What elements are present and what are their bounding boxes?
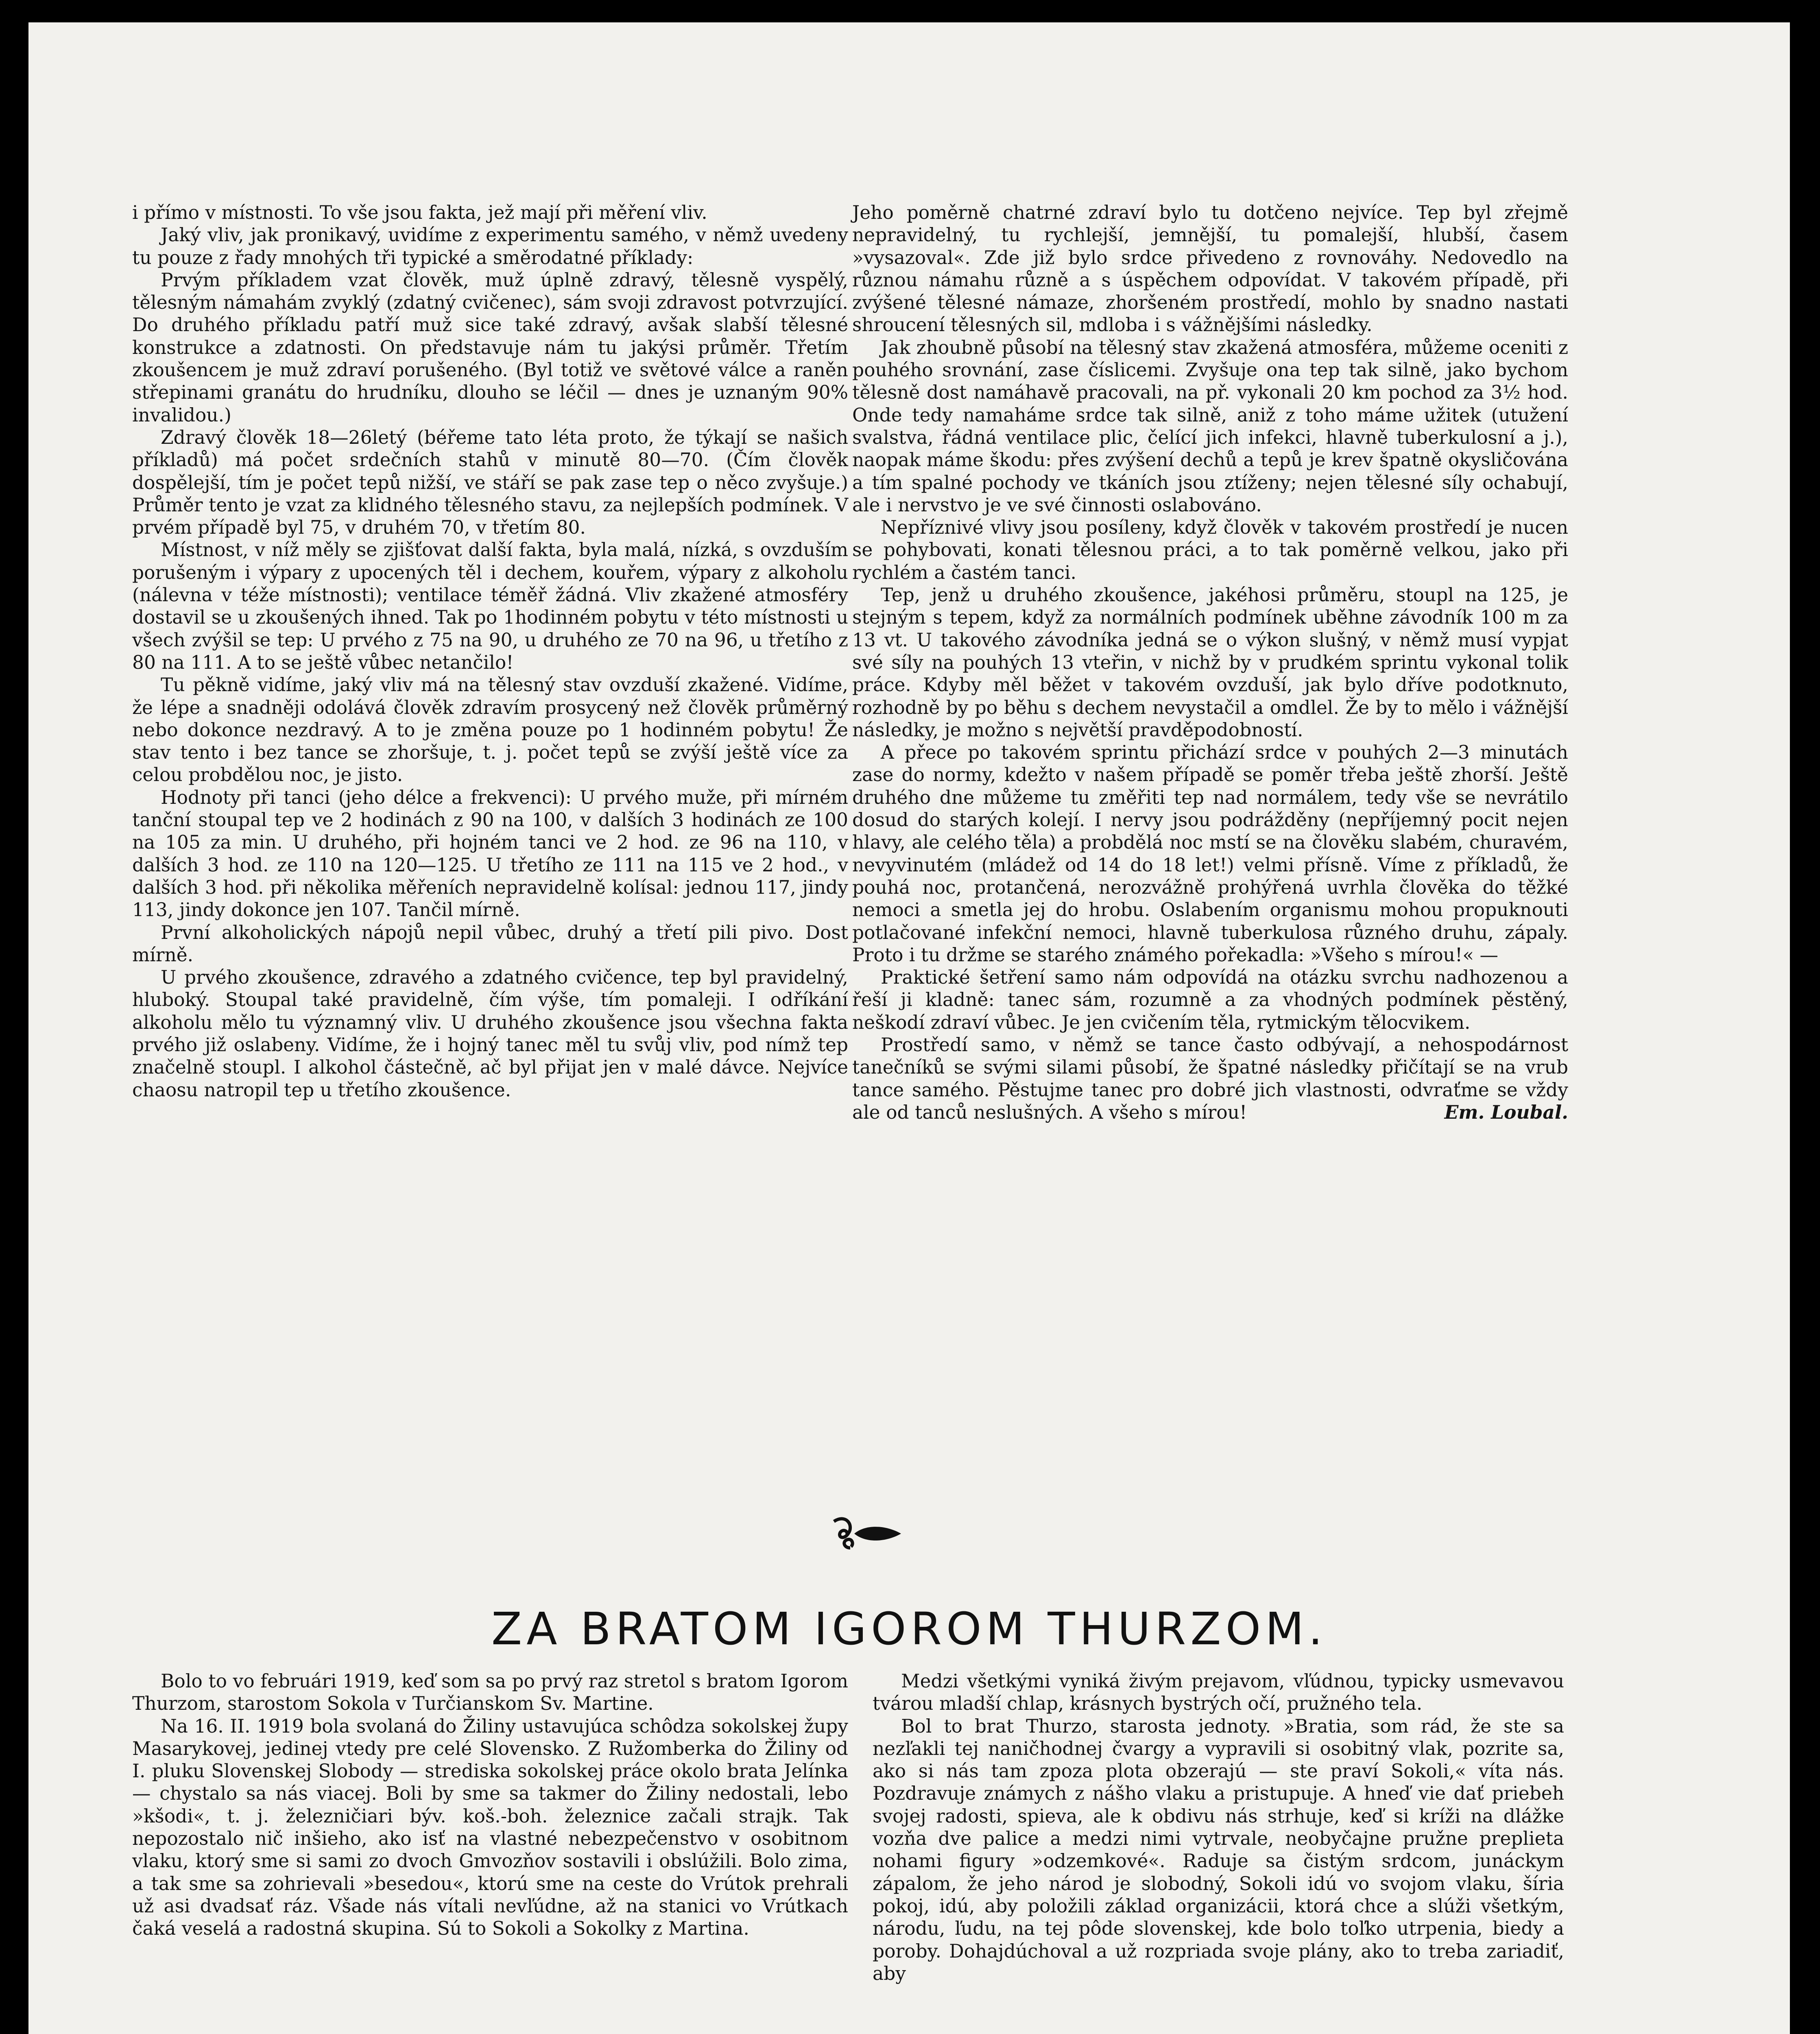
paragraph: Bolo to vo februári 1919, keď som sa po prvý raz stretol s bratom Igorom Thurzom, starostom Sokola v Turčianskom Sv. Martine.	[132, 1670, 848, 1715]
paragraph: Jaký vliv, jak pronikavý, uvidíme z experimentu samého, v němž uvedeny tu pouze z řady mnohých tři typické a směrodatné příklady:	[132, 224, 848, 268]
signature: Em. Loubal.	[1444, 1101, 1568, 1123]
paragraph-text: Prostředí samo, v němž se tance často odbývají, a nehospodárnost tanečníků se svými silami působí, že špatné následky přičítají se na vrub tance samého. Pěstujme tanec pro dobré jich vlastnosti, odvraťme se vždy ale od tanců neslušných. A všeho s mírou!	[852, 1034, 1568, 1123]
paragraph: Prvým příkladem vzat člověk, muž úplně zdravý, tělesně vyspělý, tělesným námahám zvyklý (zdatný cvičenec), sám svoji zdravost potvrzující. Do druhého příkladu patří muž sice také zdravý, avšak slabší tělesné konstrukce a zdatnosti. On představuje nám tu jakýsi průměr. Třetím zkoušencem je muž zdraví porušeného. (Byl totiž ve světové válce a raněn střepinami granátu do hrudníku, dlouho se léčil — dnes je uznaným 90% invalidou.)	[132, 269, 848, 426]
paragraph: U prvého zkoušence, zdravého a zdatného cvičence, tep byl pravidelný, hluboký. Stoupal také pravidelně, čím výše, tím pomaleji. I odříkání alkoholu mělo tu významný vliv. U druhého zkoušence jsou všechna fakta prvého již oslabeny. Vidíme, že i hojný tanec měl tu svůj vliv, pod nímž tep značelně stoupl. I alkohol částečně, ač byl přijat jen v malé dávce. Nejvíce chaosu natropil tep u třetího zkoušence.	[132, 967, 848, 1101]
paragraph	[852, 1034, 1568, 1124]
article2-title: ZA BRATOM IGOROM THURZOM.	[491, 1603, 1327, 1655]
paragraph: Jeho poměrně chatrné zdraví bylo tu dotčeno nejvíce. Tep byl zřejmě nepravidelný, tu rychlejší, jemnější, tu pomalejší, hlubší, časem »vysazoval«. Zde již bylo srdce přivedeno z rovnováhy. Nedovedlo na různou námahu různě a s úspěchem odpovídat. V takovém případě, při zvýšené tělesné námaze, zhoršeném prostředí, mohlo by snadno nastati shroucení tělesných sil, mdloba i s vážnějšími následky.	[852, 202, 1568, 336]
paragraph: Hodnoty při tanci (jeho délce a frekvenci): U prvého muže, při mírném tanční stoupal tep ve 2 hodinách z 90 na 100, v dalších 3 hodinách ze 100 na 105 za min. U druhého, při hojném tanci ve 2 hod. ze 96 na 110, v dalších 3 hod. ze 110 na 120—125. U třetího ze 111 na 115 ve 2 hod., v dalších 3 hod. při několika měřeních nepravidelně kolísal: jednou 117, jindy 113, jindy dokonce jen 107. Tančil mírně.	[132, 786, 848, 921]
paragraph: Medzi všetkými vyniká živým prejavom, vľúdnou, typicky usmevavou tvárou mladší chlap, krásnych bystrých očí, pružného tela.	[873, 1670, 1564, 1715]
article1-right-column	[852, 201, 1568, 1124]
paragraph: Tep, jenž u druhého zkoušence, jakéhosi průměru, stoupl na 125, je stejným s tepem, když za normálních podmínek uběhne závodník 100 m za 13 vt. U takového závodníka jedná se o výkon slušný, v němž musí vypjat své síly na pouhých 13 vteřin, v nichž by v prudkém sprintu vykonal tolik práce. Kdyby měl běžet v takovém ovzduší, jak bylo dříve podotknuto, rozhodně by po běhu s dechem nevystačil a omdlel. Že by to mělo i vážnější následky, je možno s největší pravděpodobností.	[852, 584, 1568, 741]
paragraph: A přece po takovém sprintu přichází srdce v pouhých 2—3 minutách zase do normy, kdežto v našem případě se poměr třeba ještě zhorší. Ještě druhého dne můžeme tu změřiti tep nad normálem, tedy vše se nevrátilo dosud do starých kolejí. I nervy jsou podrážděny (nepříjemný pocit nejen hlavy, ale celého těla) a probdělá noc mstí se na člověku slabém, churavém, nevyvinutém (mládež od 14 do 18 let!) velmi přísně. Víme z příkladů, že pouhá noc, protančená, nerozvážně prohýřená uvrhla člověka do těžké nemoci a smetla jej do hrobu. Oslabením organismu mohou propuknouti potlačované infekční nemoci, hlavně tuberkulosa různého druhu, zápaly. Proto i tu držme se starého známého pořekadla: »Všeho s mírou!« —	[852, 742, 1568, 966]
paragraph: Praktické šetření samo nám odpovídá na otázku svrchu nadhozenou a řeší ji kladně: tanec sám, rozumně a za vhodných podmínek pěstěný, neškodí zdraví vůbec. Je jen cvičením těla, rytmickým tělocvikem.	[852, 967, 1568, 1033]
paragraph: Tu pěkně vidíme, jaký vliv má na tělesný stav ovzduší zkažené. Vidíme, že lépe a snadněji odolává člověk zdravím prosycený než člověk průměrný nebo dokonce nezdravý. A to je změna pouze po 1 hodinném pobytu! Že stav tento i bez tance se zhoršuje, t. j. počet tepů se zvýší ještě více za celou probdělou noc, je jisto.	[132, 674, 848, 786]
page	[28, 22, 1790, 2034]
paragraph: Bol to brat Thurzo, starosta jednoty. »Bratia, som rád, že ste sa nezľakli tej naničhodnej čvargy a vypravili si osobitný vlak, pozrite sa, ako si nás tam zpoza plota obzerajú — ste praví Sokoli,« víta nás. Pozdravuje známych z nášho vlaku a pristupuje. A hneď vie dať priebeh svojej radosti, spieva, ale k obdivu nás strhuje, keď si kríži na dlážke vozňa dve palice a medzi nimi vytrvale, neobyčajne pružne preplieta nohami figury »odzemkové«. Raduje sa čistým srdcom, junáckym zápalom, že jeho národ je slobodný, Sokoli idú vo svojom vlaku, šíria pokoj, idú, aby položili základ organizácii, ktorá chce a slúži všetkým, národu, ľudu, na tej pôde slovenskej, kde bolo toľko utrpenia, biedy a poroby. Dohajdúchoval a už rozpriada svoje plány, ako to treba zariadiť, aby	[873, 1715, 1564, 1984]
paragraph: Zdravý člověk 18—26letý (béřeme tato léta proto, že týkají se našich příkladů) má počet srdečních stahů v minutě 80—70. (Čím člověk dospělejší, tím je počet tepů nižší, ve stáří se pak zase tep o něco zvyšuje.) Průměr tento je vzat za klidného tělesného stavu, za nejlepších podmínek. V prvém případě byl 75, v druhém 70, v třetím 80.	[132, 426, 848, 539]
paragraph: Místnost, v níž měly se zjišťovat další fakta, byla malá, nízká, s ovzduším porušeným i výpary z upocených těl i dechem, kouřem, výpary z alkoholu (nálevna v téže místnosti); ventilace téměř žádná. Vliv zkažené atmosféry dostavil se u zkoušených ihned. Tak po 1hodinném pobytu v této místnosti u všech zvýšil se tep: U prvého z 75 na 90, u druhého ze 70 na 96, u třetího z 80 na 111. A to se ještě vůbec netančilo!	[132, 539, 848, 673]
paragraph: První alkoholických nápojů nepil vůbec, druhý a třetí pili pivo. Dost mírně.	[132, 921, 848, 966]
article1-left-column	[132, 201, 848, 1101]
paragraph: Nepříznivé vlivy jsou posíleny, když člověk v takovém prostředí je nucen se pohybovati, konati tělesnou práci, a to tak poměrně velkou, jako při rychlém a častém tanci.	[852, 517, 1568, 583]
paragraph: i přímo v místnosti. To vše jsou fakta, jež mají při měření vliv.	[132, 202, 707, 223]
paragraph: Jak zhoubně působí na tělesný stav zkažená atmosféra, můžeme oceniti z pouhého srovnání, zase číslicemi. Zvyšuje ona tep tak silně, jako bychom tělesně dost namáhavě pracovali, na př. vykonali 20 km pochod za 3½ hod. Onde tedy namaháme srdce tak silně, aniž z toho máme užitek (utužení svalstva, řádná ventilace plic, čelící jich infekci, hlavně tuberkulosní a j.), naopak máme škodu: přes zvýšení dechů a tepů je krev špatně okysličována a tím spalné pochody ve tkáních jsou ztíženy; nejen tělesné síly ochabují, ale i nervstvo je ve své činnosti oslabováno.	[852, 336, 1568, 516]
article2-left-column	[132, 1670, 848, 1940]
article2-right-column	[873, 1670, 1564, 1985]
fleuron-icon	[826, 1509, 907, 1558]
paragraph: Na 16. II. 1919 bola svolaná do Žiliny ustavujúca schôdza sokolskej župy Masarykovej, jedinej vtedy pre celé Slovensko. Z Ružomberka do Žiliny od I. pluku Slovenskej Slobody — strediska sokolskej práce okolo brata Jelínka — chystalo sa nás viacej. Boli by sme sa takmer do Žiliny nedostali, lebo »kšodi«, t. j. železničiari býv. koš.-boh. železnice začali strajk. Tak nepozostalo nič inšieho, ako isť na vlastné nebezpečenstvo v osobitnom vlaku, ktorý sme si sami zo dvoch Gmvozňov sostavili i obslúžili. Bolo zima, a tak sme sa zohrievali »besedou«, ktorú sme na ceste do Vrútok prehrali už asi dvadsať ráz. Všade nás vítali nevľúdne, až na stanici vo Vrútkach čaká veselá a radostná skupina. Sú to Sokoli a Sokolky z Martina.	[132, 1715, 848, 1940]
